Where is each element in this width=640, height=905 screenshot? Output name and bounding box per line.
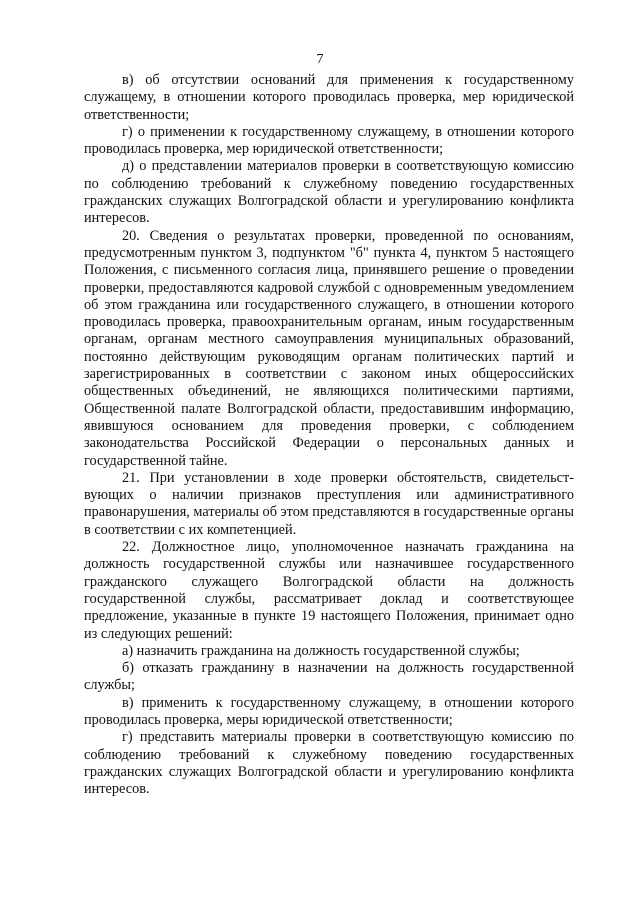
paragraph-20-results-disclosure: 20. Сведения о результатах проверки, проведенной по основаниям, предусмотренным пунктом 3, подпунктом "б" пункта 4, пунктом 5 настоящего Положения, с письменного согласия лица, принявшего решение о проведении проверки, предоставляются кадровой службой с одновременным уведомлением об этом гражданина или государственного служащего, в отношении которого проводилась проверка, правоохранительным органам, иным государственным органам, органам местного самоуправления муниципальных образований, постоянно действующим руководящим органам политических партий и зарегистрированных в соответствии с законом иных общероссийских общественных объединений, не являющихся политическими партиями, Общественной палате Волгоградской области, предоставившим информацию, явившуюся основанием для проведения проверки, с соблюдением законодательства Российской Федерации о персональных данных и государственной тайне. <box>84 227 574 469</box>
paragraph-d-submit-to-commission: д) о представлении материалов проверки в соответствующую комиссию по соблюдению требований к служебному поведению государственных гражданских служащих Волгоградской области и урегулированию конфликта интересов. <box>84 158 574 227</box>
decision-b-refuse: б) отказать гражданину в назначении на должность государственной службы; <box>84 660 574 694</box>
page-number: 7 <box>316 52 324 67</box>
paragraph-v-no-grounds: в) об отсутствии оснований для применения к государственному служащему, в отношении которого проводилась проверка, мер юридической ответственности; <box>84 72 574 123</box>
document-body <box>84 72 574 798</box>
paragraph-21-crime-signs: 21. При установлении в ходе проверки обстоятельств, свидетельствующих о наличии признаков преступления или административного правонарушения, материалы об этом представляются в государственные органы в соответствии с их компетенцией. <box>84 469 574 538</box>
decision-a-appoint: а) назначить гражданина на должность государственной службы; <box>122 642 520 659</box>
decision-g-submit-to-commission: г) представить материалы проверки в соответствующую комиссию по соблюдению требований к служебному поведению государственных гражданских служащих Волгоградской области и урегулированию конфликта интересов. <box>84 729 574 798</box>
paragraph-g-apply-measures: г) о применении к государственному служащему, в отношении которого проводилась проверка, мер юридической ответственности; <box>84 123 574 158</box>
paragraph-22-official-decision: 22. Должностное лицо, уполномоченное назначать гражданина на должность государственной службы или назначившее государственного гражданского служащего Волгоградской области на должность государственной службы, рассматривает доклад и соответствующее предложение, указанные в пункте 19 настоящего Положения, принимает одно из следующих решений: <box>84 539 574 642</box>
decision-v-apply-liability: в) применить к государственному служащему, в отношении которого проводилась проверка, меры юридической ответственности; <box>84 694 574 728</box>
